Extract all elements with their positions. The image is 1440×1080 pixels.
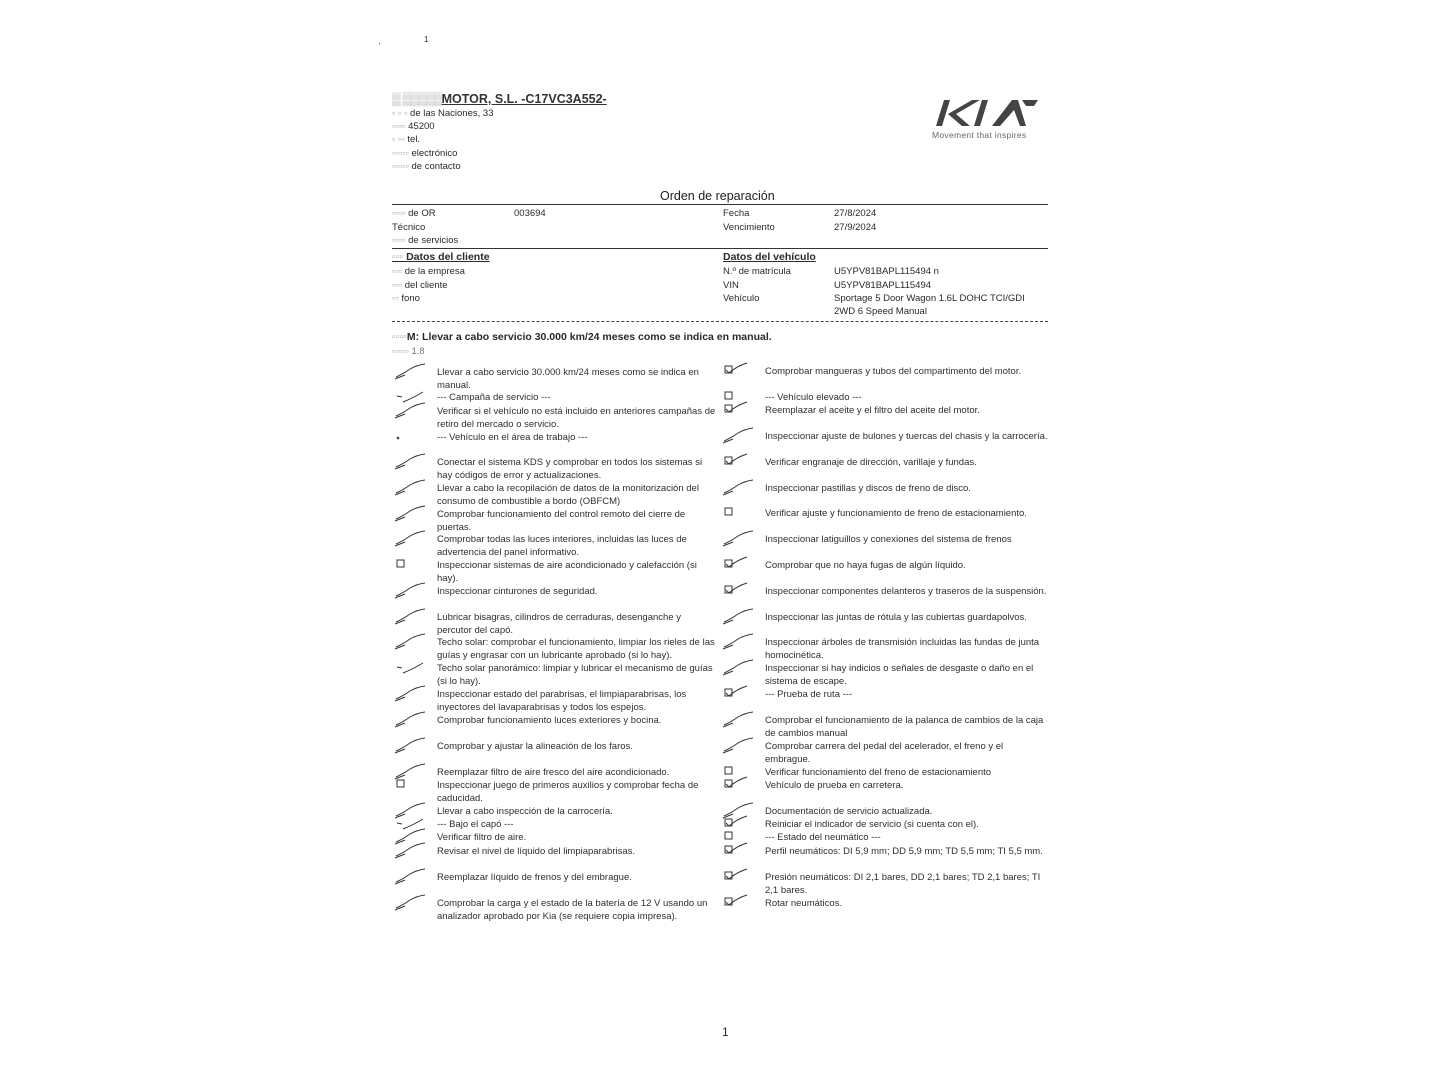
checklist-item-text: Verificar ajuste y funcionamiento de freno de estacionamiento. <box>765 508 1027 519</box>
checked-checkbox-icon <box>721 894 755 912</box>
vehicle-vin-value: U5YPV81BAPL115494 <box>834 280 932 291</box>
checklist-item-text: Llevar a cabo servicio 30.000 km/24 meses como se indica en manual. <box>437 367 699 391</box>
vehicle-plate-label: N.º de matrícula <box>723 266 791 277</box>
checklist-item <box>437 391 717 404</box>
checklist-item-text: Inspeccionar juego de primeros auxilios y comprobar fecha de caducidad. <box>437 780 699 804</box>
checklist-item-text: Vehículo de prueba en carretera. <box>765 780 904 791</box>
checklist-item <box>765 507 1050 520</box>
checklist-item-text: Comprobar carrera del pedal del acelerador, el freno y el embrague. <box>765 741 1004 765</box>
checklist-item <box>437 533 717 559</box>
handwritten-check-icon <box>393 363 427 381</box>
company-address: ▫ ▫ ▫ de las Naciones, 33 <box>392 108 494 119</box>
checklist-item <box>765 391 1050 404</box>
checklist-item <box>437 405 717 431</box>
handwritten-check-icon <box>721 633 755 651</box>
checklist-item-text: Inspeccionar si hay indicios o señales de desgaste o daño en el sistema de escape. <box>765 663 1034 687</box>
handwritten-check-icon <box>721 608 755 626</box>
checklist-item <box>437 779 717 805</box>
dot-mark-icon <box>393 428 427 446</box>
rule-top <box>392 204 1048 205</box>
checked-checkbox-icon <box>721 556 755 574</box>
order-tech-label: Técnico <box>392 222 426 233</box>
checklist-item-text: --- Campaña de servicio --- <box>437 392 551 403</box>
handwritten-check-icon <box>393 894 427 912</box>
vehicle-model-line1: Sportage 5 Door Wagon 1.6L DOHC TCI/GDI <box>834 293 1025 304</box>
checked-checkbox-icon <box>721 362 755 380</box>
checkbox-icon <box>393 776 427 794</box>
checklist-item <box>765 714 1050 740</box>
checked-checkbox-icon <box>721 776 755 794</box>
order-number-label: ▫▫▫▫ de OR <box>392 208 436 219</box>
checklist-item <box>437 831 717 844</box>
handwritten-check-icon <box>393 530 427 548</box>
checklist-item-text: Verificar engranaje de dirección, varillaje y fundas. <box>765 457 977 468</box>
checklist-item <box>437 508 717 534</box>
checklist-item-text: Inspeccionar pastillas y discos de freno de disco. <box>765 483 971 494</box>
checklist-item <box>765 688 1050 701</box>
checklist-item <box>437 456 717 482</box>
company-contact: ▫▫▫▫▫ de contacto <box>392 161 461 172</box>
checklist-item-text: Llevar a cabo la recopilación de datos de la monitorización del consumo de combustible a bordo (OBFCM) <box>437 483 699 507</box>
handwritten-check-icon <box>393 582 427 600</box>
checklist-item-text: Perfil neumáticos: DI 5,9 mm; DD 5,9 mm; TD 5,5 mm; TI 5,5 mm. <box>765 846 1043 857</box>
order-number-value: 003694 <box>514 208 546 219</box>
checklist-item-text: Llevar a cabo inspección de la carrocería. <box>437 806 613 817</box>
handwritten-check-icon <box>721 479 755 497</box>
checklist-item <box>437 366 717 392</box>
checklist-item-text: Inspeccionar componentes delanteros y traseros de la suspensión. <box>765 586 1047 597</box>
vehicle-title: Datos del vehículo <box>723 251 816 263</box>
checklist-item-text: --- Vehículo elevado --- <box>765 392 862 403</box>
checklist-item-text: Reemplazar filtro de aire fresco del aire acondicionado. <box>437 767 670 778</box>
customer-client-label: ▫▫▫ del cliente <box>392 280 448 291</box>
checklist-item-text: --- Bajo el capó --- <box>437 819 514 830</box>
checklist-item-text: Comprobar y ajustar la alineación de los faros. <box>437 741 633 752</box>
order-advisor-label: ▫▫▫▫ de servicios <box>392 235 459 246</box>
checklist-item <box>765 611 1050 624</box>
checklist-item-text: Documentación de servicio actualizada. <box>765 806 933 817</box>
checklist-item <box>765 662 1050 688</box>
company-postal: ▫▫▫▫ 45200 <box>392 121 435 132</box>
checklist-item <box>437 818 717 831</box>
checklist-item-text: Reiniciar el indicador de servicio (si cuenta con el). <box>765 819 979 830</box>
checklist-item <box>765 585 1050 598</box>
kia-logo <box>930 96 1050 146</box>
checked-checkbox-icon <box>721 401 755 419</box>
handwritten-check-icon <box>393 608 427 626</box>
checklist-item-text: Verificar si el vehículo no está incluido en anteriores campañas de retiro del mercado o servicio. <box>437 406 716 430</box>
checklist-item <box>765 805 1050 818</box>
handwritten-check-icon <box>393 505 427 523</box>
order-date-label: Fecha <box>723 208 750 219</box>
checklist-item <box>437 871 717 884</box>
checklist-item <box>765 559 1050 572</box>
checklist-item <box>765 766 1050 779</box>
checklist-item <box>437 662 717 688</box>
handwritten-check-icon <box>393 868 427 886</box>
rule-mid <box>392 248 1048 249</box>
checklist-item-text: Inspeccionar cinturones de seguridad. <box>437 586 598 597</box>
handwritten-check-icon <box>721 659 755 677</box>
stray-dot: · <box>378 38 382 49</box>
checklist-item <box>765 533 1050 546</box>
checklist-item-text: Inspeccionar sistemas de aire acondicionado y calefacción (si hay). <box>437 560 697 584</box>
checklist-item <box>437 805 717 818</box>
checklist-item-text: Inspeccionar las juntas de rótula y las cubiertas guardapolvos. <box>765 612 1027 623</box>
checklist-item <box>765 831 1050 844</box>
checklist-item-text: Comprobar que no haya fugas de algún líquido. <box>765 560 966 571</box>
order-date-value: 27/8/2024 <box>834 208 877 219</box>
checklist-item <box>765 404 1050 417</box>
kia-tagline: Movement that inspires <box>932 130 1027 140</box>
checklist-item-text: Comprobar todas las luces interiores, incluidas las luces de advertencia del panel informativo. <box>437 534 687 558</box>
checklist-item-text: Rotar neumáticos. <box>765 898 843 909</box>
order-due-value: 27/9/2024 <box>834 222 877 233</box>
handwritten-check-icon <box>393 402 427 420</box>
customer-title: ▫▫▫ Datos del cliente <box>392 251 490 263</box>
handwritten-check-icon <box>393 453 427 471</box>
handwritten-check-icon <box>393 711 427 729</box>
checklist-item-text: Presión neumáticos: DI 2,1 bares, DD 2,1 bares; TD 2,1 bares; TI 2,1 bares. <box>765 872 1041 896</box>
handwritten-check-icon <box>721 711 755 729</box>
company-name <box>392 92 607 106</box>
checklist-item-text: Reemplazar el aceite y el filtro del aceite del motor. <box>765 405 980 416</box>
checklist-item-text: Techo solar: comprobar el funcionamiento, limpiar los rieles de las guías y engrasar con un lubricante aprobado (si lo hay). <box>437 637 715 661</box>
checklist-item <box>765 897 1050 910</box>
company-email: ▫▫▫▫▫ electrónico <box>392 148 458 159</box>
checklist-item <box>437 482 717 508</box>
job-title: ▫▫▫▫M: Llevar a cabo servicio 30.000 km/24 meses como se indica en manual. <box>392 331 772 343</box>
checklist-item <box>765 818 1050 831</box>
checklist-item <box>437 636 717 662</box>
handwritten-check-icon <box>721 427 755 445</box>
handwritten-check-icon <box>721 737 755 755</box>
checked-checkbox-icon <box>721 842 755 860</box>
handwritten-check-icon <box>393 479 427 497</box>
checklist-item <box>437 585 717 598</box>
kia-logo-mark <box>930 96 1042 128</box>
checklist-item-text: --- Vehículo en el área de trabajo --- <box>437 432 588 443</box>
checklist-item-text: --- Prueba de ruta --- <box>765 689 853 700</box>
checkbox-icon <box>721 504 755 522</box>
checklist-item-text: Comprobar funcionamiento luces exteriores y bocina. <box>437 715 662 726</box>
vehicle-model-label: Vehículo <box>723 293 760 304</box>
checklist-item <box>765 636 1050 662</box>
checklist-item <box>437 766 717 779</box>
checklist-item <box>437 611 717 637</box>
checklist-item <box>765 845 1050 858</box>
checklist-item <box>765 365 1050 378</box>
checklist-item-text: Comprobar el funcionamiento de la palanca de cambios de la caja de cambios manual <box>765 715 1044 739</box>
checklist-item <box>437 845 717 858</box>
company-phone: ▫ ▫▫ tel. <box>392 134 421 145</box>
page-number: 1 <box>722 1025 729 1039</box>
checklist-item <box>765 740 1050 766</box>
checklist-item <box>765 779 1050 792</box>
checklist-item <box>437 714 717 727</box>
checklist-item-text: Conectar el sistema KDS y comprobar en todos los sistemas si hay códigos de error y actualizaciones. <box>437 457 703 481</box>
checklist-item-text: Inspeccionar latiguillos y conexiones del sistema de frenos <box>765 534 1012 545</box>
company-name-faded: ▒ ▒▒▒▒▒ <box>392 92 442 106</box>
checklist-item <box>437 431 717 444</box>
checklist-item <box>765 482 1050 495</box>
checklist-item-text: Inspeccionar ajuste de bulones y tuercas del chasis y la carrocería. <box>765 431 1048 442</box>
customer-phone-label: ▫▫ fono <box>392 293 420 304</box>
checklist-item-text: Verificar funcionamiento del freno de estacionamiento <box>765 767 992 778</box>
checklist-item-text: Techo solar panorámico: limpiar y lubricar el mecanismo de guías (si lo hay). <box>437 663 713 687</box>
stray-number: 1 <box>424 35 429 44</box>
document-title: Orden de reparación <box>660 189 775 203</box>
handwritten-check-icon <box>721 530 755 548</box>
checked-checkbox-icon <box>721 582 755 600</box>
checklist-item <box>437 740 717 753</box>
job-subtitle: ▫▫▫▫▫ 1.8 <box>392 346 425 357</box>
handwritten-dash-icon <box>393 659 427 677</box>
checklist-item-text: Comprobar mangueras y tubos del compartimento del motor. <box>765 366 1022 377</box>
vehicle-model-line2: 2WD 6 Speed Manual <box>834 306 927 317</box>
checklist-item-text: Verificar filtro de aire. <box>437 832 527 843</box>
checked-checkbox-icon <box>721 453 755 471</box>
handwritten-check-icon <box>393 842 427 860</box>
vehicle-plate-value: U5YPV81BAPL115494 n <box>834 266 939 277</box>
checkbox-icon <box>393 556 427 574</box>
handwritten-check-icon <box>393 737 427 755</box>
checklist-item <box>437 688 717 714</box>
checklist-item-text: Comprobar la carga y el estado de la batería de 12 V usando un analizador aprobado por Kia (se requiere copia impresa). <box>437 898 708 922</box>
checklist-item <box>765 871 1050 897</box>
handwritten-check-icon <box>393 685 427 703</box>
checklist-item-text: Inspeccionar estado del parabrisas, el limpiaparabrisas, los inyectores del lavaparabrisas y todos los espejos. <box>437 689 687 713</box>
checklist-item <box>765 456 1050 469</box>
handwritten-check-icon <box>393 633 427 651</box>
checklist-item-text: Inspeccionar árboles de transmisión incluidas las fundas de junta homocinética. <box>765 637 1040 661</box>
rule-bottom <box>392 321 1048 322</box>
checklist-item-text: Reemplazar líquido de frenos y del embrague. <box>437 872 632 883</box>
checked-checkbox-icon <box>721 685 755 703</box>
customer-company-label: ▫▫▫ de la empresa <box>392 266 465 277</box>
checklist-item <box>765 430 1050 443</box>
checklist-item-text: --- Estado del neumático --- <box>765 832 881 843</box>
checklist-item <box>437 897 717 923</box>
checklist-item-text: Lubricar bisagras, cilindros de cerraduras, desenganche y percutor del capó. <box>437 612 681 636</box>
checklist-item-text: Revisar el nivel de líquido del limpiaparabrisas. <box>437 846 636 857</box>
company-name-text: MOTOR, S.L. -C17VC3A552- <box>441 92 607 106</box>
order-due-label: Vencimiento <box>723 222 775 233</box>
checklist-item-text: Comprobar funcionamiento del control remoto del cierre de puertas. <box>437 509 686 533</box>
vehicle-vin-label: VIN <box>723 280 739 291</box>
checked-checkbox-icon <box>721 868 755 886</box>
checklist-item <box>437 559 717 585</box>
